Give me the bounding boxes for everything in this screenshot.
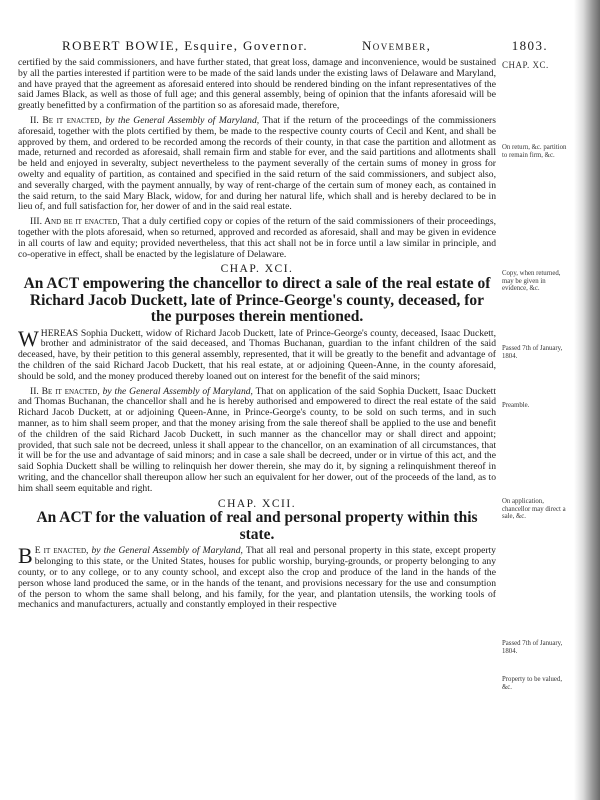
section-lead: E it enacted, [34, 545, 89, 557]
margin-note: Property to be valued, &c. [502, 676, 563, 691]
drop-capital: B [18, 543, 33, 569]
section-lead: II. Be it enacted, [30, 114, 102, 126]
enacting-authority: by the General Assembly of Maryland, [91, 545, 243, 557]
enacting-authority: by the General Assembly of Maryland, [105, 114, 260, 126]
margin-note: Passed 7th of January, 1804. [502, 640, 563, 655]
section-ii-act-91 [18, 387, 496, 495]
margin-note: On return, &c. partition to remain firm, &c. [502, 144, 567, 159]
section-text: That on application of the said Sophia Duckett, Isaac Duckett and Thomas Buchanan, the chancellor shall and he is hereby authorised and empowered to direct the real estate of the said Richard Jacob Duckett, at or adjoining Queen-Anne, in Prince-George's county, to be sold on such terms, and in such manner, as to him shall seem proper, and that the money arising from the sale thereof shall be applied to the use and benefit of the children of the said Richard Jacob Duckett, in such manner as the chancellor may or shall direct and appoint; provided, that such sale not be decreed, unless it shall appear to the chancellor, on an examination of all circumstances, that it will be for the use and advantage of said minors; and in case a sale shall be decreed, under or in virtue of this act, and the said Sophia Duckett shall be willing to relinquish her dower therein, she may do it, by signing a relinquishment thereof in writing, and the chancellor shall thereupon allow her such an equivalent for her dower, out of the proceeds of the land, as to him shall seem equitable and right. [18, 385, 496, 494]
section-ii-act-90 [18, 116, 496, 213]
preamble-act-91 [18, 325, 496, 383]
section-lead: III. And be it enacted, [30, 216, 120, 228]
section-iii-act-90 [18, 217, 496, 260]
page-binding-shadow [574, 0, 600, 800]
drop-capital: W [18, 325, 39, 351]
margin-note: On application, chancellor may direct a sale, &c. [502, 498, 566, 521]
running-header [62, 38, 548, 56]
section-text: That all real and personal property in this state, except property belonging to this state, or the United States, houses for public worship, burying-grounds, or property belonging to any county, or to any college, or to any county school, and except also the crop and produce of the land in the hands of the person whose land produced the same, or in the hands of the tenant, and provisions necessary for the use and consumption of the person to whom the same shall belong, and his family, for the year, and plantation utensils, the working tools of mechanics and manufacturers, actually and constantly employed in their respective [18, 545, 496, 611]
section-text: That a duly certified copy or copies of the return of the said commissioners of their proceedings, together with the plots aforesaid, when so returned, approved and recorded as aforesaid, shall and may be given in evidence in all courts of law and equity; provided nevertheless, that this act shall not be in force until a law similar in principle, and co-operative in effect, shall be enacted by the legislature of Delaware. [18, 216, 496, 260]
paragraph-recital: certified by the said commissioners, and have further stated, that great loss, damage and inconvenience, would be sustained by all the parties interested if partition were to be made of the said lands under the existing laws of Delaware and Maryland, and have prayed that the agreement as aforesaid entered into should be rendered binding on the infant representatives of the said James Black, as well as those of full age; and this general assembly, being of opinion that the infants aforesaid will be greatly benefitted by a confirmation of the partition so as aforesaid made, therefore, [18, 57, 496, 112]
preamble-text: HEREAS Sophia Duckett, widow of Richard Jacob Duckett, late of Prince-George's county, deceased, Isaac Duckett, brother and administrator of the said deceased, and Thomas Buchanan, guardian to the infant children of the said deceased, have, by their petition to this general assembly, represented, that it will be greatly to the benefit and advantage of the children of the said Richard Jacob Duckett, that his real estate, at or adjoining Queen-Anne, in the county aforesaid, should be sold, and the money produced thereby loaned out on interest for the benefit of the said minors; [18, 327, 496, 382]
margin-note: Passed 7th of January, 1804. [502, 345, 563, 360]
act-title-91: An ACT empowering the chancellor to direct a sale of the real estate of Richard Jacob Duckett, late of Prince-George's county, deceased, for the purposes therein mentioned. [23, 275, 491, 326]
chapter-heading-91: CHAP. XCI. [220, 263, 294, 276]
chapter-heading-92: CHAP. XCII. [217, 497, 297, 510]
header-year: 1803. [511, 38, 548, 53]
section-i-act-92 [18, 543, 496, 611]
margin-note: Preamble. [502, 402, 530, 409]
section-text: That if the return of the proceedings of the commissioners aforesaid, together with the plots certified by them, be made to the respective county courts of Cecil and Kent, and shall be approved by them, and ordered to be recorded among the records of their county, in that case the partition and allotment as made, returned and recorded as aforesaid, shall remain firm and stable for ever, and the said partitions and allotments shall be held and enjoyed in severalty, subject nevertheless to the payment severally of the certain sums of money in gross for owelty and equality of partition, as contained and specified in the said return of the said commissioners, and subject also, and severally charged, with the payment annually, by way of rent-charge of the certain sum of money each, as contained in the said return, to the said Mary Black, widow, for and during her natural life, which shall and is hereby declared to be in lieu of, and full satisfaction for, her dower of and in the said real estate. [18, 114, 496, 213]
margin-chapter-label: CHAP. XC. [502, 60, 549, 70]
main-text [18, 58, 496, 615]
act-title-92: An ACT for the valuation of real and personal property within this state. [36, 509, 478, 543]
enacting-authority: by the General Assembly of Maryland, [102, 385, 253, 397]
section-lead: II. Be it enacted, [30, 385, 100, 397]
header-month: November, [362, 38, 432, 53]
margin-note: Copy, when returned, may be given in evidence, &c. [502, 270, 561, 293]
header-governor: ROBERT BOWIE, Esquire, Governor. [62, 38, 308, 53]
